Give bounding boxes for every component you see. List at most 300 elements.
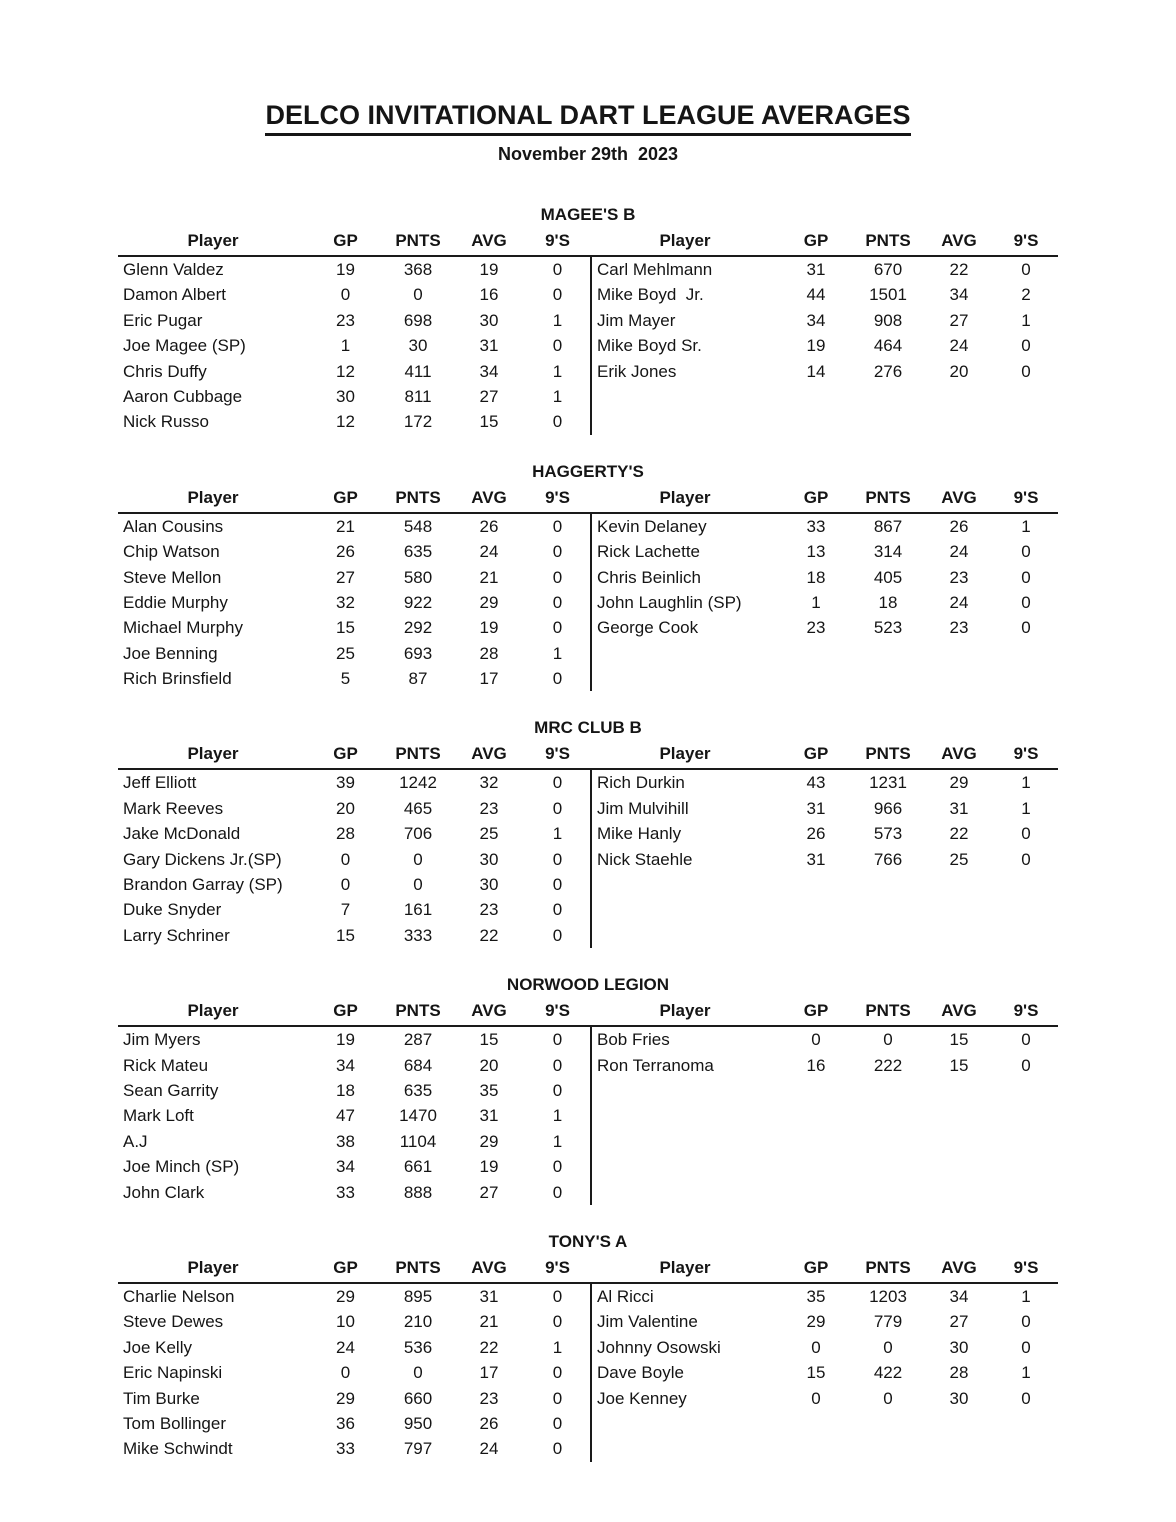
stat-value: 1 [552,1131,563,1151]
stat-value: 287 [403,1030,433,1050]
stat-value: 20 [949,361,969,381]
column-header: Player [187,231,239,250]
table-row [118,384,590,409]
player-name: Mark Reeves [123,798,224,818]
stat-value: 966 [873,798,903,818]
stat-value: 23 [479,798,499,818]
column-header: GP [333,487,358,507]
player-name: Jim Mulvihill [597,798,689,818]
stat-value: 17 [479,1363,499,1383]
stat-value: 33 [806,516,826,536]
stat-value: 684 [403,1055,433,1075]
stat-value: 1242 [399,773,437,793]
player-name: Duke Snyder [123,900,222,920]
player-name: Al Ricci [597,1286,654,1306]
stat-value: 15 [336,618,355,638]
stat-value: 0 [552,1413,563,1433]
stat-value: 698 [403,310,433,330]
player-name: Joe Magee (SP) [123,336,246,356]
stat-value: 0 [552,1286,563,1306]
stat-value: 28 [479,643,499,663]
player-name: Mike Schwindt [123,1439,233,1459]
stat-value: 1 [1021,516,1031,536]
player-name: Dave Boyle [597,1363,684,1383]
stat-value: 172 [403,412,433,432]
header-right-half [590,231,1058,255]
player-name: Glenn Valdez [123,260,224,279]
table-row [118,1129,590,1154]
player-name: Eric Pugar [123,310,203,330]
stat-value: 12 [336,412,355,432]
page-title: DELCO INVITATIONAL DART LEAGUE AVERAGES [265,100,910,136]
stat-value: 1 [552,1337,563,1357]
player-name: Joe Kenney [597,1388,687,1408]
player-name: Aaron Cubbage [123,386,243,406]
player-name: Mike Boyd Sr. [597,336,702,356]
table-row [118,1027,590,1052]
player-name: Nick Russo [123,412,209,432]
stat-value: 888 [403,1182,433,1202]
table-row [118,1309,590,1334]
player-name: Mark Loft [123,1106,194,1126]
table-header-row [118,744,1058,770]
stat-value: 24 [336,1337,355,1357]
stat-value: 292 [403,618,433,638]
table-body [118,257,1058,435]
player-name: Michael Murphy [123,618,243,638]
table-row [592,514,1058,539]
table-row [118,514,590,539]
stat-value: 0 [552,1388,563,1408]
player-name: Gary Dickens Jr.(SP) [123,849,282,869]
section-title: HAGGERTY'S [532,461,644,481]
stat-value: 27 [949,1312,969,1332]
player-name: Rick Mateu [123,1055,209,1075]
player-name: Eddie Murphy [123,592,228,612]
stat-value: 21 [336,516,355,536]
league-section [118,975,1058,1205]
stat-value: 210 [403,1312,433,1332]
player-name: Damon Albert [123,285,226,305]
column-header: PNTS [865,1001,911,1021]
stat-value: 0 [552,925,563,945]
table-row [118,770,590,795]
stat-value: 15 [949,1030,969,1050]
stat-value: 693 [403,643,433,663]
table-header-row [118,1258,1058,1284]
column-header: GP [333,231,358,250]
league-section [118,205,1058,435]
stat-value: 523 [873,618,903,638]
stat-value: 29 [336,1286,355,1306]
stat-value: 15 [949,1055,969,1075]
stat-value: 536 [403,1337,433,1357]
player-name: Rick Lachette [597,542,700,562]
stat-value: 29 [336,1388,355,1408]
header-left-half [118,1001,590,1025]
column-header: AVG [941,744,977,764]
header-right-half [590,1001,1058,1025]
player-name: Chris Beinlich [597,567,701,587]
stat-value: 24 [479,1439,499,1459]
stat-value: 1 [552,386,563,406]
stat-value: 0 [413,849,423,869]
stat-value: 0 [552,1439,563,1459]
stat-value: 0 [552,1182,563,1202]
table-row [118,1284,590,1309]
stat-value: 0 [340,285,351,305]
page-date: November 29th 2023 [497,144,679,164]
stat-value: 29 [806,1312,826,1332]
stat-value: 0 [340,1363,351,1383]
stat-value: 34 [949,285,969,305]
stat-value: 21 [479,1312,499,1332]
stat-value: 1 [552,643,563,663]
stat-value: 0 [552,1312,563,1332]
stat-value: 19 [336,260,355,279]
player-name: Joe Minch (SP) [123,1157,240,1177]
column-header: AVG [941,1257,977,1277]
column-header: 9'S [545,1001,570,1021]
stat-value: 26 [949,516,969,536]
left-rows [118,1284,590,1462]
player-name: Brandon Garray (SP) [123,875,283,895]
column-header: 9'S [1013,487,1039,507]
column-header: AVG [941,487,977,507]
stat-value: 0 [552,1363,563,1383]
column-header: PNTS [395,487,441,507]
table-row [118,872,590,897]
table-row [118,1411,590,1436]
stat-value: 28 [336,824,355,844]
column-header: GP [803,487,829,507]
right-rows [590,514,1058,692]
stat-value: 0 [413,1363,423,1383]
column-header: 9'S [545,231,570,250]
table-row [118,1360,590,1385]
left-rows [118,770,590,948]
column-header: PNTS [395,1001,441,1021]
stat-value: 16 [479,285,499,305]
stat-value: 22 [949,260,969,279]
stat-value: 30 [336,386,355,406]
league-section [118,1232,1058,1462]
stat-value: 1 [340,336,351,356]
stat-value: 25 [479,824,499,844]
table-row [118,257,590,282]
stat-value: 39 [336,773,355,793]
player-name: George Cook [597,618,699,638]
table-row [592,359,1058,384]
table-row [118,1335,590,1360]
column-header: 9'S [1013,744,1039,764]
stat-value: 0 [552,516,563,536]
column-header: GP [333,744,358,764]
column-header: Player [187,1001,239,1021]
table-row [592,796,1058,821]
stat-value: 1 [552,310,563,330]
left-rows [118,1027,590,1205]
column-header: Player [187,487,239,507]
stat-value: 87 [408,669,428,689]
table-row [118,333,590,358]
player-name: Nick Staehle [597,849,693,869]
stat-value: 811 [404,386,432,406]
stat-value: 19 [479,618,499,638]
column-header: PNTS [865,231,911,250]
stat-value: 0 [552,336,563,356]
stat-value: 0 [1021,1055,1031,1075]
stat-value: 16 [806,1055,826,1075]
column-header: PNTS [865,1257,911,1277]
table-row [592,539,1058,564]
stat-value: 23 [479,1388,499,1408]
table-row [118,1386,590,1411]
table-header-row [118,1001,1058,1027]
column-header: PNTS [395,744,441,764]
stat-value: 1 [1021,1286,1031,1306]
league-section [118,462,1058,692]
stat-value: 30 [479,875,499,895]
stat-value: 18 [806,567,826,587]
header-left-half [118,488,590,512]
stat-value: 30 [408,336,428,356]
stat-value: 24 [949,542,969,562]
player-name: Larry Schriner [123,925,230,945]
stat-value: 0 [552,1157,563,1177]
stat-value: 19 [479,260,499,279]
stat-value: 31 [479,1286,499,1306]
stat-value: 10 [336,1312,355,1332]
stat-value: 1 [1021,773,1031,793]
table-row [592,590,1058,615]
table-row [592,282,1058,307]
stat-value: 0 [552,567,563,587]
table-body [118,1284,1058,1462]
stat-value: 0 [1021,849,1031,869]
column-header: 9'S [545,1257,570,1277]
column-header: AVG [471,487,507,507]
stat-value: 573 [873,824,903,844]
table-row [118,1103,590,1128]
league-section [118,718,1058,948]
stat-value: 12 [336,361,355,381]
stat-value: 34 [336,1157,355,1177]
stat-value: 0 [1021,361,1031,381]
stat-value: 0 [552,412,563,432]
header-right-half [590,1258,1058,1282]
stat-value: 5 [340,669,351,689]
table-row [592,1360,1058,1385]
stat-value: 43 [806,773,826,793]
stat-value: 18 [878,592,898,612]
table-row [592,1335,1058,1360]
stat-value: 635 [403,1080,433,1100]
stat-value: 1 [1021,1363,1031,1383]
stat-value: 31 [806,798,826,818]
column-header: AVG [941,1001,977,1021]
stat-value: 0 [552,798,563,818]
table-row [118,409,590,434]
stat-value: 22 [479,925,499,945]
stat-value: 635 [403,542,433,562]
column-header: 9'S [1013,1257,1039,1277]
column-header: GP [333,1001,358,1021]
player-name: Mike Boyd Jr. [597,285,704,305]
stat-value: 0 [883,1030,893,1050]
stat-value: 21 [479,567,499,587]
stat-value: 779 [873,1312,903,1332]
stat-value: 405 [873,567,903,587]
stat-value: 20 [479,1055,499,1075]
stat-value: 26 [806,824,826,844]
player-name: Jim Myers [123,1030,201,1050]
player-name: John Laughlin (SP) [597,592,742,612]
stat-value: 0 [552,669,563,689]
stat-value: 26 [336,542,355,562]
stat-value: 24 [949,336,969,356]
stat-value: 0 [1021,542,1031,562]
stat-value: 24 [949,592,969,612]
stat-value: 29 [949,773,969,793]
player-name: Eric Napinski [123,1363,223,1383]
stat-value: 1203 [869,1286,907,1306]
player-name: Jim Mayer [597,310,676,330]
stat-value: 15 [479,1030,499,1050]
stat-value: 411 [404,361,432,381]
table-row [118,1180,590,1205]
stat-value: 0 [811,1388,821,1408]
stat-value: 32 [336,592,355,612]
section-title: NORWOOD LEGION [506,975,670,995]
player-name: John Clark [123,1182,205,1202]
player-name: Joe Benning [123,643,218,663]
stat-value: 0 [552,542,563,562]
table-row [592,565,1058,590]
player-name: Charlie Nelson [123,1286,235,1306]
stat-value: 0 [1021,1030,1031,1050]
stat-value: 15 [336,925,355,945]
stat-value: 23 [949,618,969,638]
stat-value: 314 [873,542,903,562]
player-name: Joe Kelly [123,1337,192,1357]
stat-value: 222 [873,1055,903,1075]
stat-value: 0 [1021,824,1031,844]
stat-value: 766 [873,849,903,869]
stat-value: 30 [949,1388,969,1408]
header-left-half [118,231,590,255]
table-row [592,847,1058,872]
player-name: Bob Fries [597,1030,670,1050]
stat-value: 23 [479,900,499,920]
stat-value: 34 [479,361,499,381]
table-row [118,615,590,640]
table-row [118,641,590,666]
stat-value: 0 [413,285,423,305]
stat-value: 0 [552,592,563,612]
column-header: 9'S [1013,231,1039,250]
player-name: Steve Dewes [123,1312,224,1332]
header-left-half [118,1258,590,1282]
stat-value: 465 [403,798,433,818]
header-right-half [590,744,1058,768]
stat-value: 0 [1021,1312,1031,1332]
stat-value: 0 [883,1388,893,1408]
player-name: Steve Mellon [123,567,222,587]
column-header: Player [659,1257,711,1277]
player-name: Ron Terranoma [597,1055,714,1075]
stat-value: 47 [336,1106,355,1126]
column-header: PNTS [395,1257,441,1277]
stat-value: 0 [811,1337,821,1357]
stat-value: 15 [806,1363,826,1383]
table-row [118,847,590,872]
stat-value: 0 [883,1337,893,1357]
stat-value: 27 [479,1182,499,1202]
stat-value: 29 [479,592,499,612]
stat-value: 548 [403,516,433,536]
stat-value: 30 [479,310,499,330]
stat-value: 1 [552,1106,563,1126]
table-row [592,1053,1058,1078]
stat-value: 867 [873,516,903,536]
right-rows [590,1027,1058,1205]
table-row [592,821,1058,846]
stat-value: 31 [806,849,826,869]
stat-value: 0 [811,1030,821,1050]
column-header: GP [803,1001,829,1021]
stat-value: 25 [949,849,969,869]
stat-value: 1 [811,592,821,612]
right-rows [590,1284,1058,1462]
stat-value: 31 [949,798,969,818]
stat-value: 0 [552,849,563,869]
stat-value: 2 [1021,285,1031,305]
stat-value: 7 [340,900,351,920]
table-row [592,615,1058,640]
stat-value: 0 [1021,1388,1031,1408]
player-name: Johnny Osowski [597,1337,721,1357]
column-header: PNTS [395,231,441,250]
stat-value: 28 [949,1363,969,1383]
column-header: GP [803,1257,829,1277]
player-name: Erik Jones [597,361,677,381]
table-row [118,1436,590,1461]
table-row [118,897,590,922]
stat-value: 33 [336,1182,355,1202]
column-header: AVG [471,1001,507,1021]
stat-value: 1501 [869,285,907,305]
column-header: GP [803,744,829,764]
stat-value: 13 [806,542,826,562]
table-row [592,308,1058,333]
stat-value: 660 [403,1388,433,1408]
stat-value: 30 [479,849,499,869]
table-body [118,514,1058,692]
column-header: GP [803,231,829,250]
section-title: MRC CLUB B [534,718,642,738]
stat-value: 0 [1021,260,1031,279]
right-rows [590,257,1058,435]
stat-value: 44 [806,285,826,305]
table-header-row [118,488,1058,514]
stat-value: 22 [479,1337,499,1357]
table-row [118,308,590,333]
stat-value: 276 [873,361,903,381]
sections [118,205,1058,1462]
stat-value: 368 [403,260,433,279]
column-header: PNTS [865,744,911,764]
